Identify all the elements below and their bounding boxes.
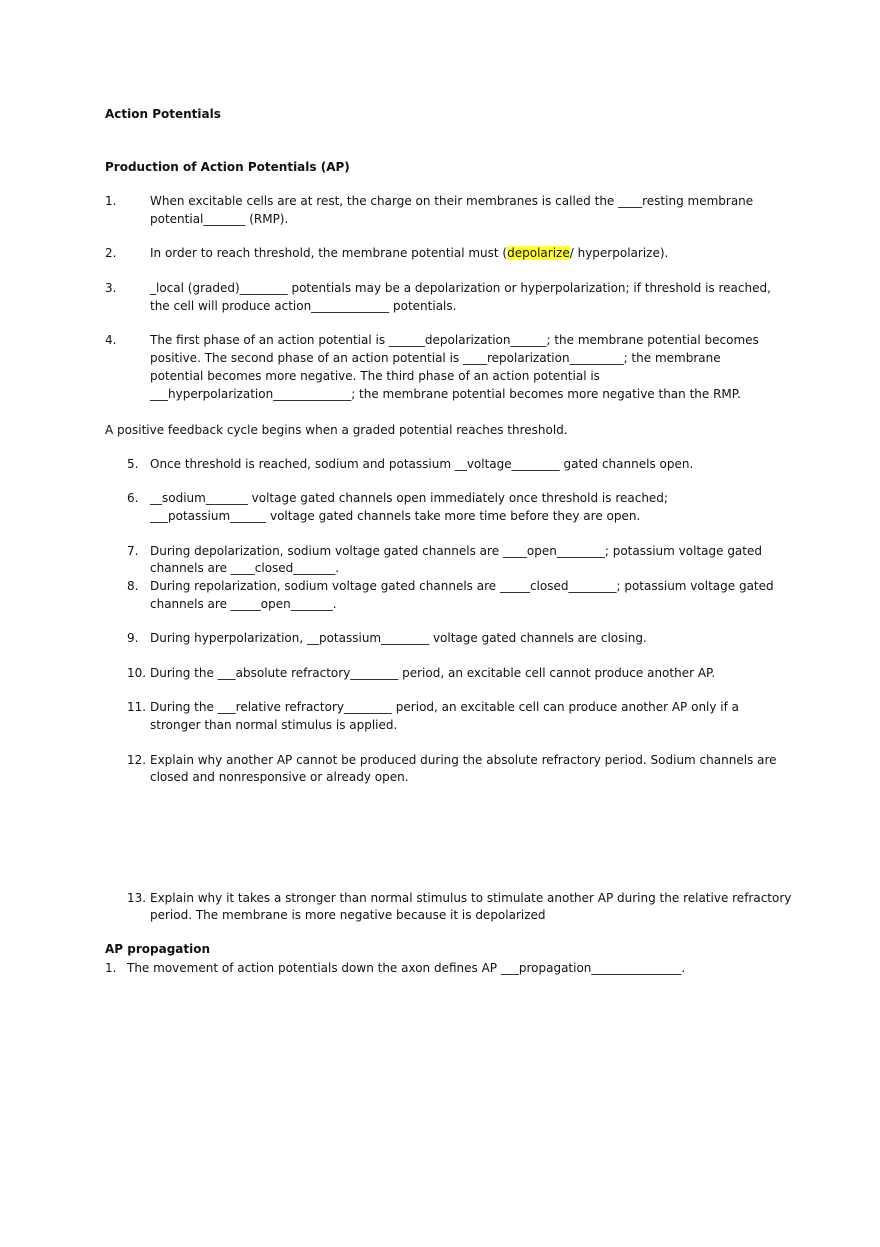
item-number: 7. xyxy=(127,544,139,558)
item-line: Explain why it takes a stronger than normal stimulus to stimulate another AP during the relative refractory xyxy=(150,891,792,905)
item-line: During the ___absolute refractory________ period, an excitable cell cannot produce another AP. xyxy=(150,666,716,680)
item-line: closed and nonresponsive or already open. xyxy=(150,770,409,784)
item-text-after: / hyperpolarize). xyxy=(569,246,669,260)
item-line: Once threshold is reached, sodium and potassium __voltage________ gated channels open. xyxy=(150,457,694,471)
item-number: 5. xyxy=(127,457,139,471)
item-line: potential_______ (RMP). xyxy=(150,212,289,226)
item-number: 9. xyxy=(127,631,139,645)
item-line: When excitable cells are at rest, the charge on their membranes is called the ____resting membrane xyxy=(150,194,754,208)
highlighted-answer: depolarize xyxy=(507,246,570,260)
item-line: __sodium_______ voltage gated channels open immediately once threshold is reached; xyxy=(150,491,668,505)
page-title: Action Potentials xyxy=(105,107,221,121)
item-line: stronger than normal stimulus is applied. xyxy=(150,718,398,732)
item-text-before: In order to reach threshold, the membrane potential must ( xyxy=(150,246,508,260)
item-line: During depolarization, sodium voltage gated channels are ____open________; potassium voltage gated xyxy=(150,544,762,558)
item-line: _local (graded)________ potentials may be a depolarization or hyperpolarization; if threshold is reached, xyxy=(150,281,771,295)
section-heading-propagation: AP propagation xyxy=(105,942,211,956)
item-line: The first phase of an action potential is ______depolarization______; the membrane potential becomes xyxy=(150,333,759,347)
item-line: During repolarization, sodium voltage gated channels are _____closed________; potassium voltage gated xyxy=(150,579,774,593)
item-number: 2. xyxy=(105,246,117,260)
item-line xyxy=(150,244,668,262)
item-line: the cell will produce action_____________ potentials. xyxy=(150,299,457,313)
item-number: 13. xyxy=(127,891,147,905)
item-number: 6. xyxy=(127,491,139,505)
item-line: During the ___relative refractory________ period, an excitable cell can produce another AP only if a xyxy=(150,700,740,714)
feedback-sentence: A positive feedback cycle begins when a graded potential reaches threshold. xyxy=(105,423,568,437)
item-line: ___potassium______ voltage gated channels take more time before they are open. xyxy=(150,509,641,523)
item-number: 1. xyxy=(105,961,117,975)
item-line: ___hyperpolarization_____________; the membrane potential becomes more negative than the RMP. xyxy=(150,387,741,401)
item-line: channels are ____closed_______. xyxy=(150,561,340,575)
item-number: 4. xyxy=(105,333,117,347)
item-line: period. The membrane is more negative because it is depolarized xyxy=(150,908,546,922)
item-number: 11. xyxy=(127,700,147,714)
item-number: 10. xyxy=(127,666,147,680)
item-line: channels are _____open_______. xyxy=(150,597,337,611)
item-line: positive. The second phase of an action potential is ____repolarization_________; the membrane xyxy=(150,351,721,365)
section-heading-production: Production of Action Potentials (AP) xyxy=(105,160,350,174)
item-number: 1. xyxy=(105,194,117,208)
item-number: 8. xyxy=(127,579,139,593)
item-line: During hyperpolarization, __potassium________ voltage gated channels are closing. xyxy=(150,631,647,645)
item-line: Explain why another AP cannot be produced during the absolute refractory period. Sodium channels are xyxy=(150,753,777,767)
item-line: The movement of action potentials down the axon defines AP ___propagation_______________. xyxy=(127,961,686,975)
item-number: 3. xyxy=(105,281,117,295)
item-number: 12. xyxy=(127,753,147,767)
item-line: potential becomes more negative. The third phase of an action potential is xyxy=(150,369,600,383)
